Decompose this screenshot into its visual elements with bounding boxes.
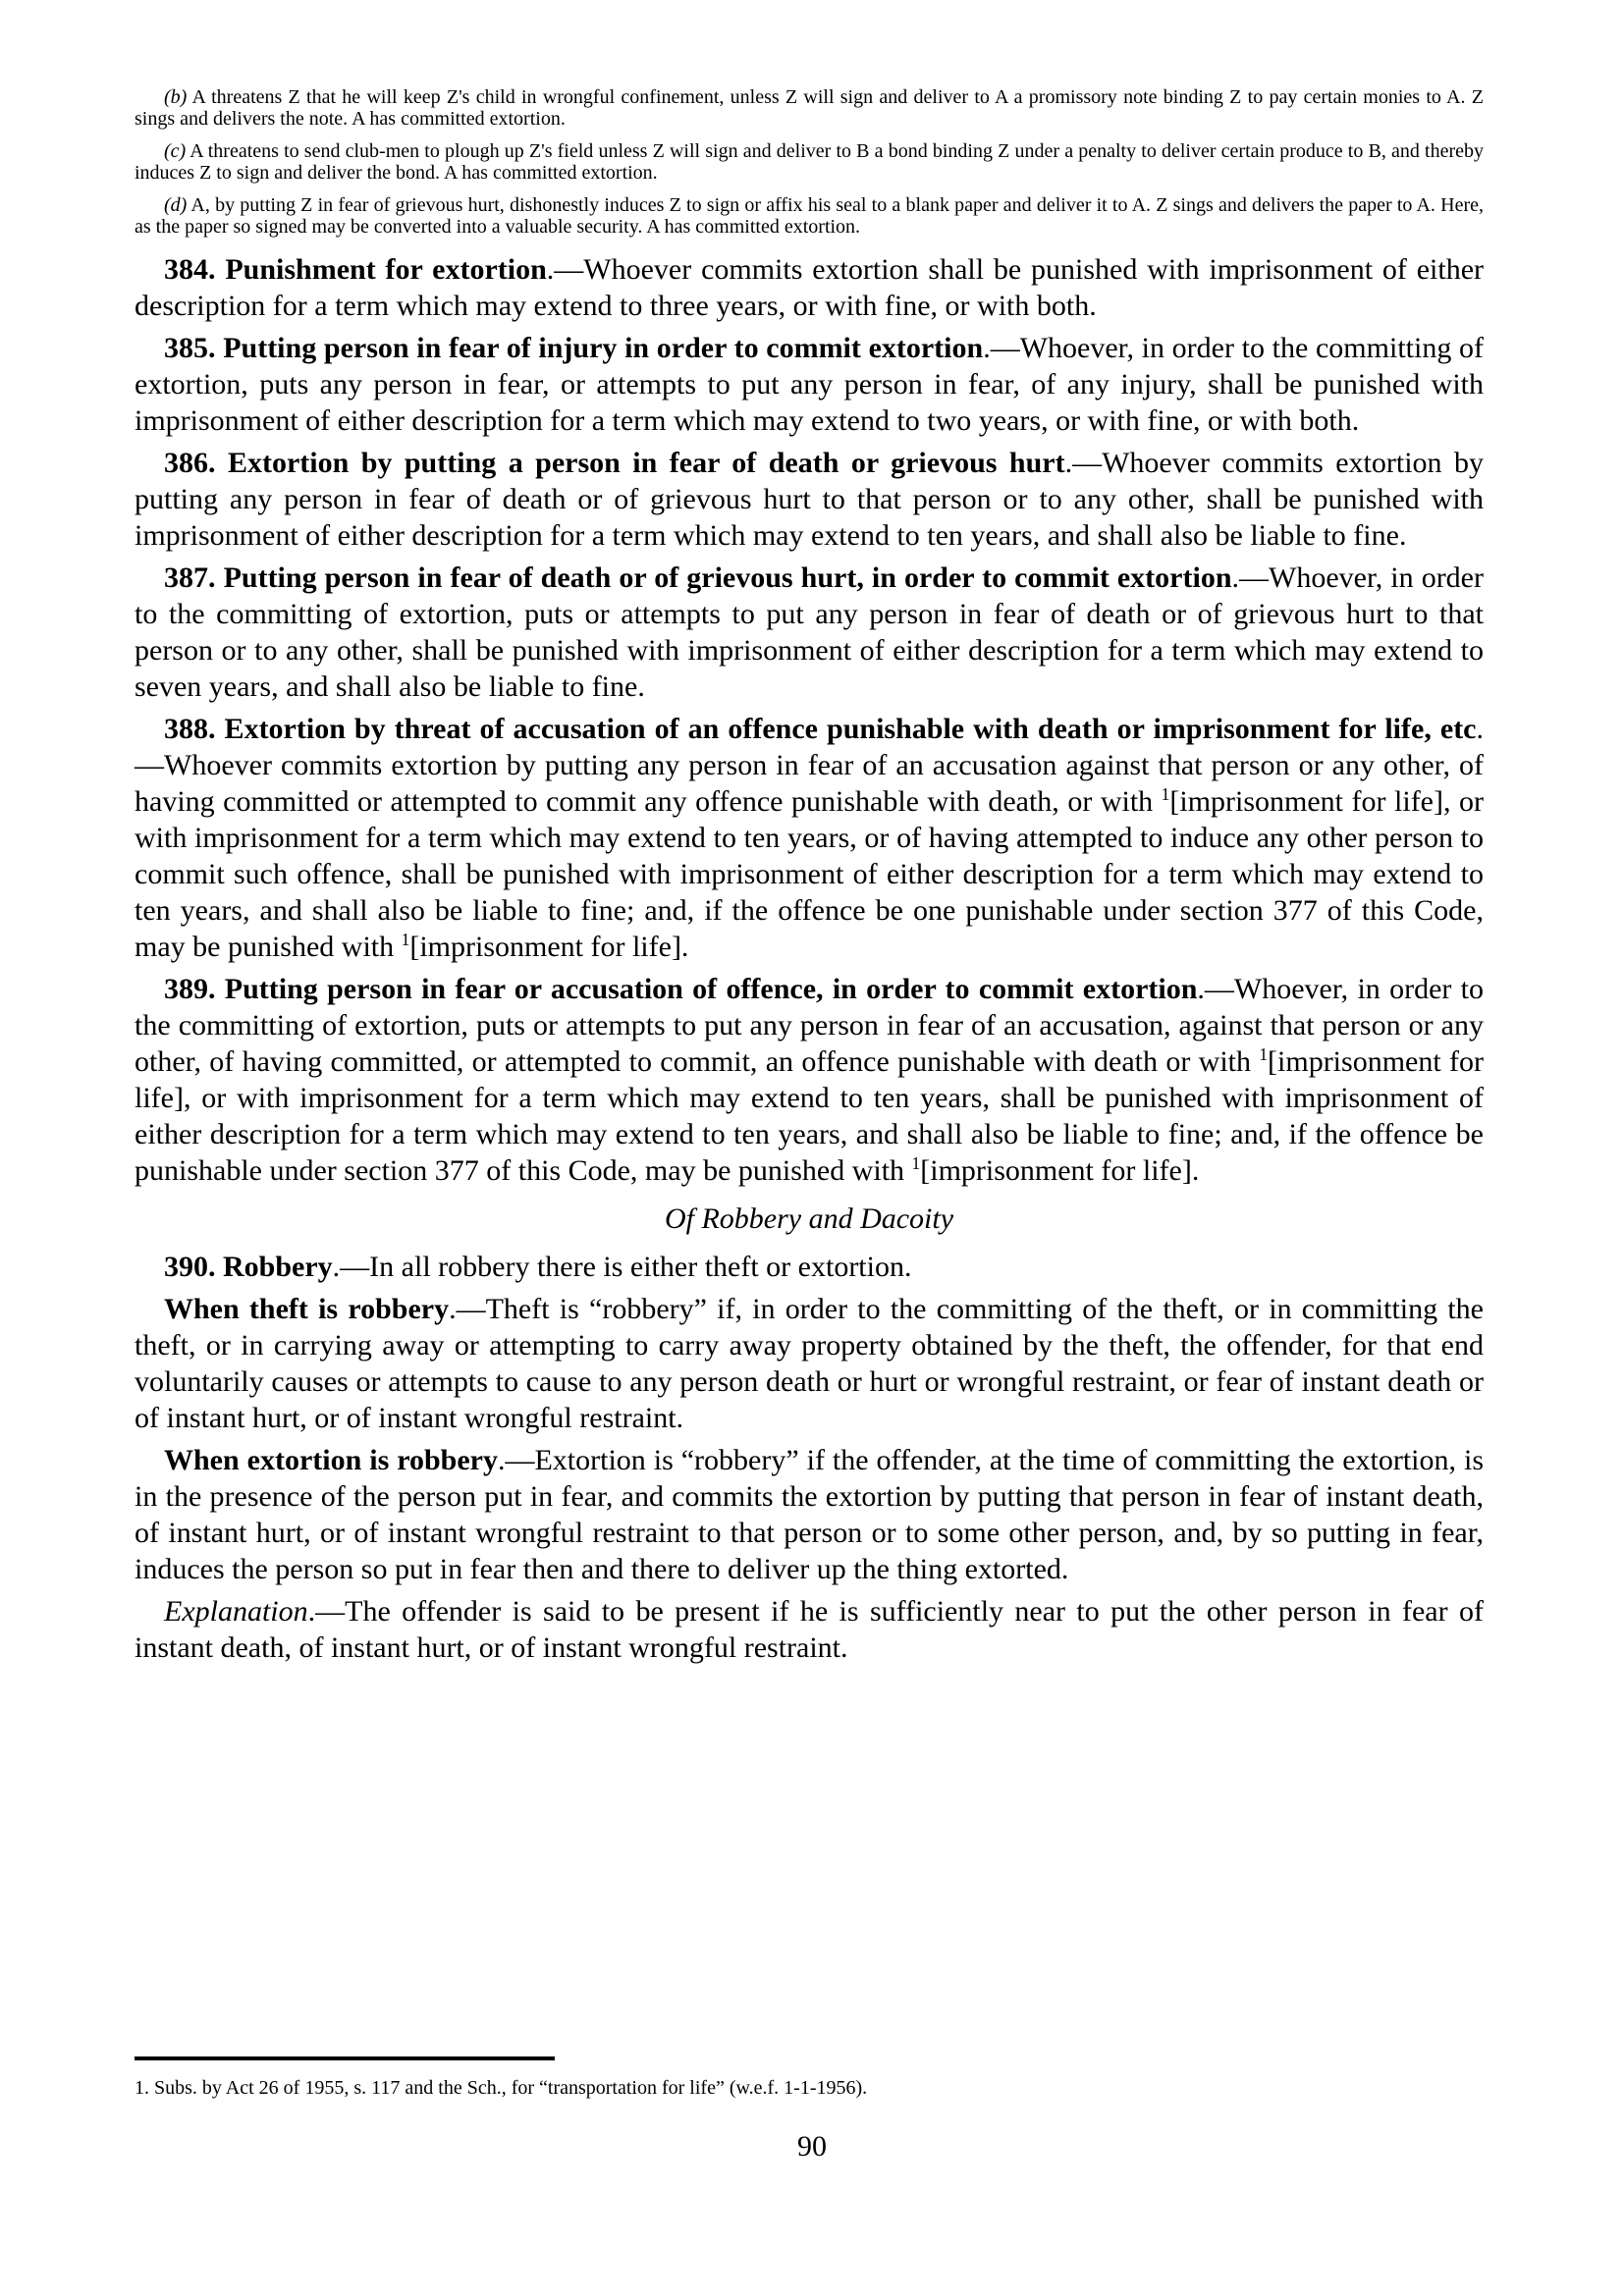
text-run: [imprisonment for life]. bbox=[409, 931, 689, 963]
text-run: 390. Robbery bbox=[164, 1251, 333, 1283]
text-run: 1 bbox=[1161, 784, 1170, 804]
footnote-area bbox=[135, 2056, 1484, 2100]
footnote: 1. Subs. by Act 26 of 1955, s. 117 and the Sch., for “transportation for life” (w.e.f. 1-1-1956). bbox=[135, 2077, 868, 2099]
page-number: 90 bbox=[797, 2130, 827, 2163]
text-run: 387. Putting person in fear of death or of grievous hurt, in order to commit extortion bbox=[164, 561, 1232, 594]
text-run: A, by putting Z in fear of grievous hurt, dishonestly induces Z to sign or affix his seal to a blank paper and deliver it to A. Z sings and delivers the paper to A. Here, as the paper so signed may be converted into a valuable security. A has committed extortion. bbox=[135, 194, 1484, 238]
paragraph-section-390 bbox=[135, 1249, 1484, 1285]
text-run: A threatens to send club-men to plough up Z's field unless Z will sign and deliver to B a bond binding Z under a penalty to deliver certain produce to B, and thereby induces Z to sign and deliver the bond. A has committed extortion. bbox=[135, 140, 1484, 184]
paragraph-illustration-d bbox=[135, 194, 1484, 238]
text-run: 385. Putting person in fear of injury in order to commit extortion bbox=[164, 332, 984, 364]
text-run: .—Whoever commits extortion by putting any person in fear of death or of grievous hurt to that person or to any other, shall be punished with imprisonment of either description for a term which may extend to ten years, and shall also be liable to fine. bbox=[135, 447, 1485, 552]
text-run: (d) bbox=[164, 194, 188, 216]
paragraph-section-384 bbox=[135, 251, 1484, 324]
text-run: When theft is robbery bbox=[164, 1293, 450, 1325]
text-run: 1 bbox=[1259, 1044, 1269, 1064]
text-run: Of Robbery and Dacoity bbox=[664, 1202, 954, 1235]
text-run: [imprisonment for life], or with imprisonment for a term which may extend to ten years, shall be punished with imprisonment of either description for a term which may extend to ten years, and shall also be liable to fine; and, if the offence be punishable under section 377 of this Code, may be punished with bbox=[135, 1045, 1484, 1187]
text-run: [imprisonment for life], or with imprisonment for a term which may extend to ten years, or of having attempted to induce any other person to commit such offence, shall be punished with imprisonment of either description for a term which may extend to ten years, and shall also be liable to fine; and, if the offence be one punishable under section 377 of this Code, may be punished with bbox=[135, 785, 1484, 963]
text-run: [imprisonment for life]. bbox=[920, 1154, 1200, 1187]
paragraph-section-388 bbox=[135, 711, 1484, 965]
paragraph-section-387 bbox=[135, 560, 1484, 705]
document-body bbox=[135, 86, 1484, 1672]
text-run: (b) bbox=[164, 86, 188, 108]
text-run: 384. Punishment for extortion bbox=[164, 253, 547, 286]
paragraph-section-385 bbox=[135, 330, 1484, 439]
paragraph-subheading-robbery-dacoity bbox=[135, 1201, 1484, 1237]
paragraph-explanation bbox=[135, 1593, 1484, 1666]
text-run: 1 bbox=[401, 930, 410, 949]
text-run: .—Extortion is “robbery” if the offender, at the time of committing the extortion, is in the presence of the person put in fear, and commits the extortion by putting that person in fear of instant death, of instant hurt, or of instant wrongful restraint to that person or to some other person, and, by so putting in fear, induces the person so put in fear then and there to deliver up the thing extorted. bbox=[135, 1444, 1484, 1585]
text-run: .—Whoever commits extortion shall be punished with imprisonment of either description for a term which may extend to three years, or with fine, or with both. bbox=[135, 253, 1485, 322]
paragraph-when-extortion-is-robbery bbox=[135, 1442, 1484, 1587]
paragraph-section-386 bbox=[135, 445, 1484, 554]
text-run: .—In all robbery there is either theft or extortion. bbox=[332, 1251, 912, 1283]
text-run: 1 bbox=[911, 1153, 921, 1173]
paragraph-section-389 bbox=[135, 971, 1484, 1189]
text-run: .—Whoever, in order to the committing of extortion, puts or attempts to put any person in fear of death or of grievous hurt to that person or to any other, shall be punished with imprisonment of either description for a term which may extend to seven years, and shall also be liable to fine. bbox=[135, 561, 1484, 703]
paragraph-when-theft-is-robbery bbox=[135, 1291, 1484, 1436]
text-run: Explanation bbox=[164, 1595, 308, 1628]
paragraph-illustration-c bbox=[135, 140, 1484, 184]
text-run: .—Whoever, in order to the committing of extortion, puts any person in fear, or attempts to put any person in fear, of any injury, shall be punished with imprisonment of either description for a term which may extend to two years, or with fine, or with both. bbox=[135, 332, 1484, 437]
footnote-divider bbox=[135, 2056, 555, 2060]
text-run: .—Whoever, in order to the committing of extortion, puts or attempts to put any person in fear of an accusation, against that person or any other, of having committed, or attempted to commit, an offence punishable with death or with bbox=[135, 973, 1485, 1078]
text-run: When extortion is robbery bbox=[164, 1444, 498, 1476]
paragraph-illustration-b bbox=[135, 86, 1484, 130]
text-run: .—Theft is “robbery” if, in order to the committing of the theft, or in committing the theft, or in carrying away or attempting to carry away property obtained by the theft, the offender, for that end voluntarily causes or attempts to cause to any person death or hurt or wrongful restraint, or fear of instant death or of instant hurt, or of instant wrongful restraint. bbox=[135, 1293, 1484, 1434]
text-run: .—The offender is said to be present if he is sufficiently near to put the other person in fear of instant death, of instant hurt, or of instant wrongful restraint. bbox=[135, 1595, 1484, 1664]
text-run: 389. Putting person in fear or accusation of offence, in order to commit extortion bbox=[164, 973, 1198, 1005]
text-run: .—Whoever commits extortion by putting any person in fear of an accusation against that person or any other, of having committed or attempted to commit any offence punishable with death, or with bbox=[135, 713, 1484, 818]
text-run: 386. Extortion by putting a person in fear of death or grievous hurt bbox=[164, 447, 1065, 479]
text-run: (c) bbox=[164, 140, 187, 162]
text-run: 388. Extortion by threat of accusation of an offence punishable with death or imprisonment for life, etc bbox=[164, 713, 1477, 745]
text-run: A threatens Z that he will keep Z's child in wrongful confinement, unless Z will sign and deliver to A a promissory note binding Z to pay certain monies to A. Z sings and delivers the note. A has committed extortion. bbox=[135, 86, 1484, 130]
